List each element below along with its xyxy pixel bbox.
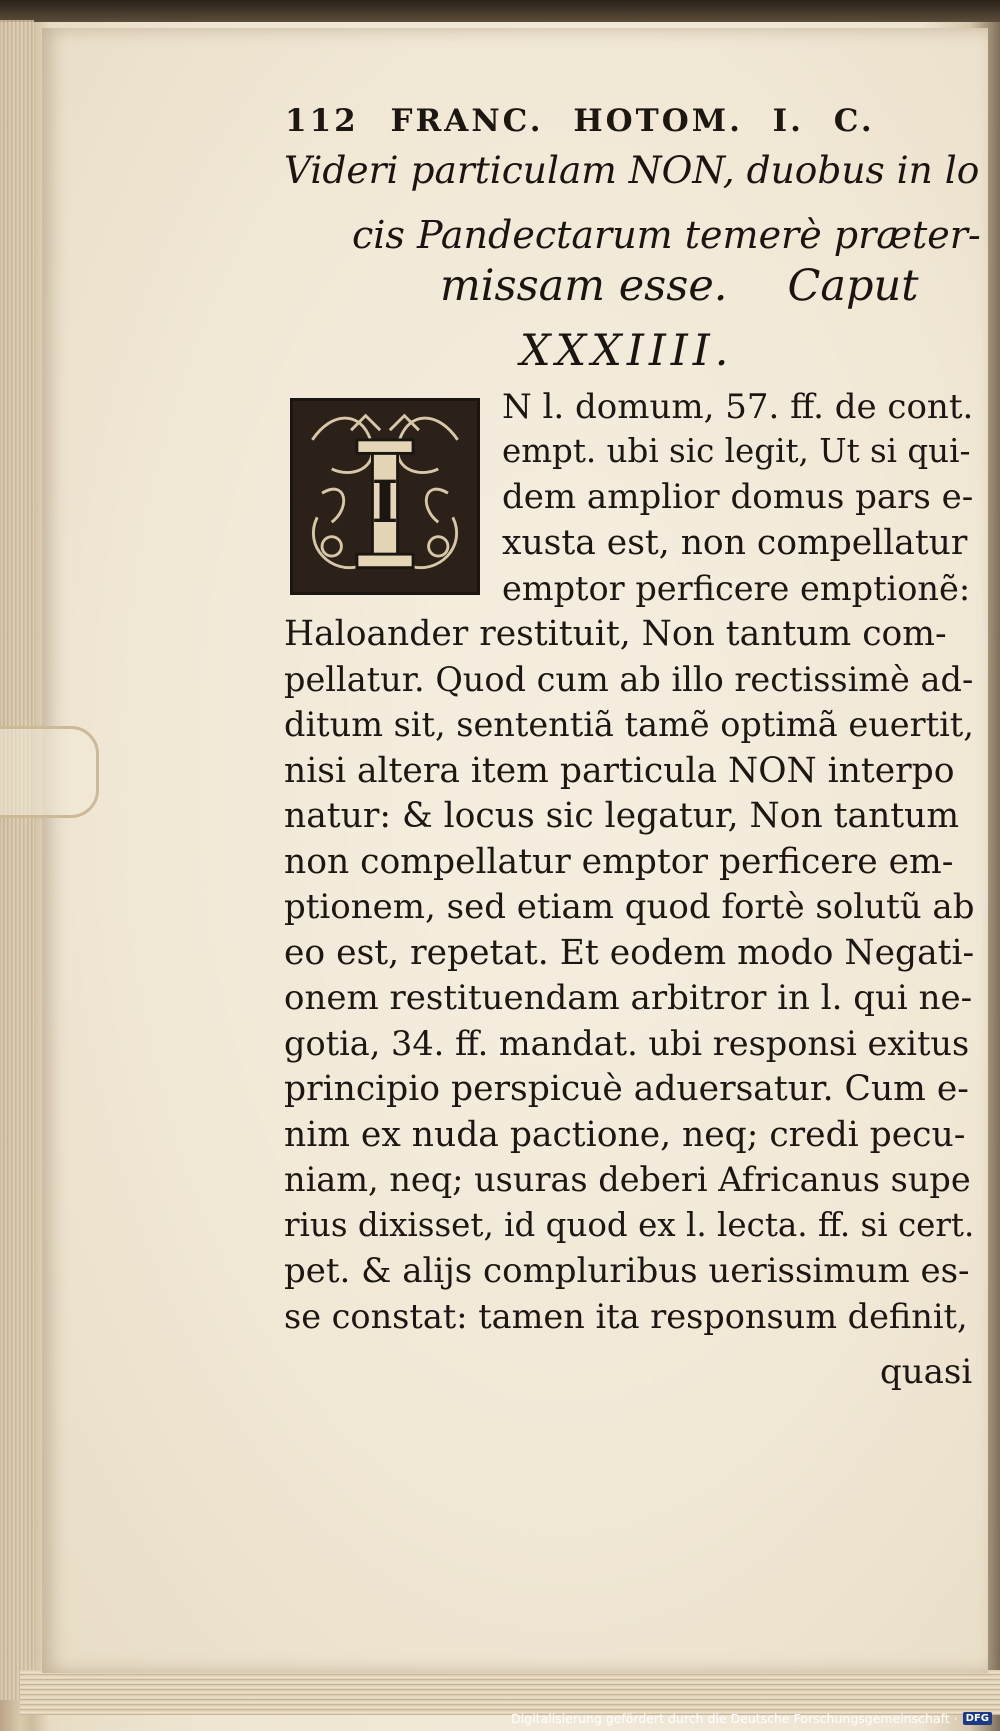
text-line: onem restituendam arbitror in l. qui ne- — [284, 978, 973, 1018]
chapter-caput-label: Caput — [787, 261, 919, 311]
chapter-title-line-3 — [440, 261, 919, 311]
text-line: rius dixisset, id quod ex l. lecta. ff. si cert. — [284, 1206, 975, 1244]
decorated-initial — [290, 398, 480, 595]
page-number: 112 — [285, 103, 359, 139]
catchword: quasi — [880, 1352, 973, 1392]
initial-letter: I — [371, 467, 399, 537]
text-line: ditum sit, sententiã tamẽ optimã euertit, — [284, 705, 974, 744]
running-header — [285, 103, 925, 149]
bookmark-clip — [0, 726, 99, 818]
credit-text: Digitalisierung gefördert durch die Deutsche Forschungsgemeinschaft · — [511, 1710, 958, 1726]
text-line: se constat: tamen ita responsum definit, — [284, 1297, 968, 1336]
page-stack-left — [0, 20, 34, 1700]
chapter-title-line-3a: missam esse. — [440, 261, 728, 311]
chapter-number: XXXIIII. — [520, 326, 734, 376]
chapter-title-line-1: Videri particulam NON, duobus in lo — [284, 148, 980, 192]
dfg-logo-icon: DFG — [963, 1712, 992, 1725]
text-line: niam, neq; usuras deberi Africanus supe — [284, 1160, 971, 1199]
book-top-edge — [0, 0, 1000, 22]
text-line: Haloander restituit, Non tantum com- — [284, 614, 947, 654]
text-line: dem amplior domus pars e- — [502, 477, 974, 517]
text-line: N l. domum, 57. ff. de cont. — [502, 387, 974, 427]
text-line: natur: & locus sic legatur, Non tantum — [284, 796, 960, 836]
text-line: pellatur. Quod cum ab illo rectissimè ad- — [284, 660, 974, 699]
text-line: nisi altera item particula NON interpo — [284, 751, 955, 791]
text-line: non compellatur emptor perficere em- — [284, 842, 954, 882]
text-line: pet. & alijs compluribus uerissimum es- — [284, 1251, 970, 1291]
text-line: ptionem, sed etiam quod fortè solutũ ab — [284, 887, 975, 927]
text-line: gotia, 34. ff. mandat. ubi responsi exitus — [284, 1024, 970, 1063]
digitization-credit — [511, 1709, 992, 1727]
chapter-title-line-2: cis Pandectarum temerè præter- — [352, 213, 981, 257]
text-line: principio perspicuè aduersatur. Cum e- — [284, 1069, 969, 1109]
text-line: nim ex nuda pactione, neq; credi pecu- — [284, 1115, 966, 1155]
text-line: xusta est, non compellatur — [502, 523, 968, 563]
text-line: eo est, repetat. Et eodem modo Negati- — [284, 933, 975, 973]
decorated-initial-ornament-icon — [293, 401, 477, 592]
text-line: emptor perficere emptionẽ: — [502, 569, 971, 608]
text-line: empt. ubi sic legit, Ut si qui- — [502, 432, 971, 470]
running-title: FRANC. HOTOM. I. C. — [390, 103, 875, 139]
